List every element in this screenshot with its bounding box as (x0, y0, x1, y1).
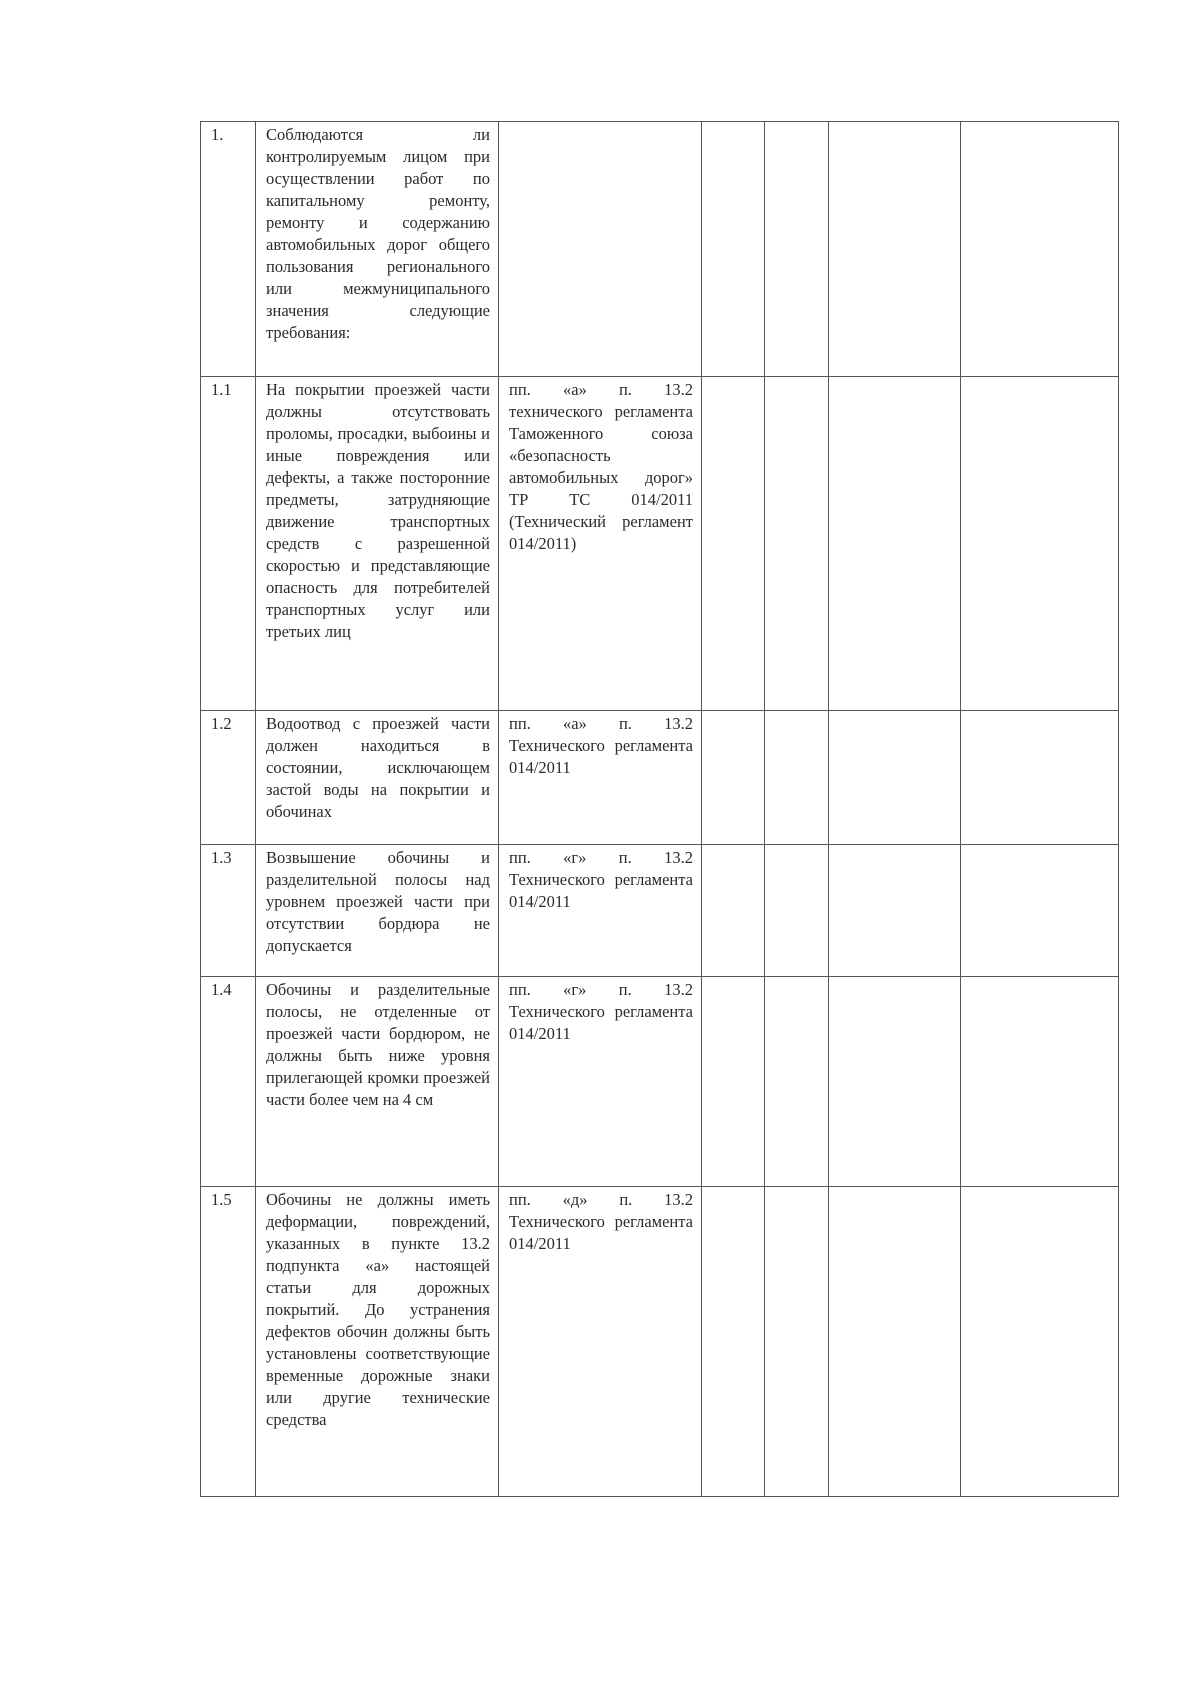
table-row (201, 711, 1119, 845)
notes-cell (961, 1187, 1119, 1497)
legal-reference (499, 122, 702, 377)
requirement-text: Обочины и разделительные полосы, не отделенные от проезжей части бордюром, не должны быть ниже уровня прилегающей кромки проезжей части более чем на 4 см (256, 977, 499, 1187)
answer-no-cell (765, 1187, 829, 1497)
requirement-text: На покрытии проезжей части должны отсутствовать проломы, просадки, выбоины и иные повреждения или дефекты, а также посторонние предметы, затрудняющие движение транспортных средств с разрешенной скоростью и представляющие опасность для потребителей транспортных услуг или третьих лиц (256, 377, 499, 711)
answer-na-cell (829, 1187, 961, 1497)
answer-no-cell (765, 977, 829, 1187)
row-number: 1.5 (201, 1187, 256, 1497)
row-number: 1.1 (201, 377, 256, 711)
answer-no-cell (765, 122, 829, 377)
table-row (201, 377, 1119, 711)
table-row (201, 1187, 1119, 1497)
table-row (201, 977, 1119, 1187)
row-number: 1.2 (201, 711, 256, 845)
legal-reference: пп. «а» п. 13.2 технического регламента Таможенного союза «безопасность автомобильных дорог» ТР ТС 014/2011 (Технический регламент 014/2011) (499, 377, 702, 711)
table-row (201, 845, 1119, 977)
answer-na-cell (829, 711, 961, 845)
notes-cell (961, 845, 1119, 977)
row-number: 1.4 (201, 977, 256, 1187)
answer-na-cell (829, 845, 961, 977)
requirement-text: Возвышение обочины и разделительной полосы над уровнем проезжей части при отсутствии бордюра не допускается (256, 845, 499, 977)
legal-reference: пп. «а» п. 13.2 Технического регламента 014/2011 (499, 711, 702, 845)
requirement-text: Обочины не должны иметь деформации, повреждений, указанных в пункте 13.2 подпункта «а» настоящей статьи для дорожных покрытий. До устранения дефектов обочин должны быть установлены соответствующие временные дорожные знаки или другие технические средства (256, 1187, 499, 1497)
answer-no-cell (765, 845, 829, 977)
notes-cell (961, 711, 1119, 845)
legal-reference: пп. «г» п. 13.2 Технического регламента 014/2011 (499, 977, 702, 1187)
answer-yes-cell (702, 377, 765, 711)
answer-na-cell (829, 377, 961, 711)
answer-na-cell (829, 977, 961, 1187)
answer-na-cell (829, 122, 961, 377)
requirement-text: Водоотвод с проезжей части должен находиться в состоянии, исключающем застой воды на покрытии и обочинах (256, 711, 499, 845)
answer-yes-cell (702, 845, 765, 977)
checklist-table (200, 121, 1119, 1497)
table-row (201, 122, 1119, 377)
notes-cell (961, 122, 1119, 377)
answer-yes-cell (702, 1187, 765, 1497)
answer-yes-cell (702, 122, 765, 377)
answer-no-cell (765, 711, 829, 845)
row-number: 1.3 (201, 845, 256, 977)
answer-yes-cell (702, 711, 765, 845)
answer-no-cell (765, 377, 829, 711)
answer-yes-cell (702, 977, 765, 1187)
legal-reference: пп. «г» п. 13.2 Технического регламента 014/2011 (499, 845, 702, 977)
row-number: 1. (201, 122, 256, 377)
legal-reference: пп. «д» п. 13.2 Технического регламента 014/2011 (499, 1187, 702, 1497)
notes-cell (961, 377, 1119, 711)
notes-cell (961, 977, 1119, 1187)
requirement-text: Соблюдаются ли контролируемым лицом при осуществлении работ по капитальному ремонту, ремонту и содержанию автомобильных дорог общего пользования регионального или межмуниципального значения следующие требования: (256, 122, 499, 377)
